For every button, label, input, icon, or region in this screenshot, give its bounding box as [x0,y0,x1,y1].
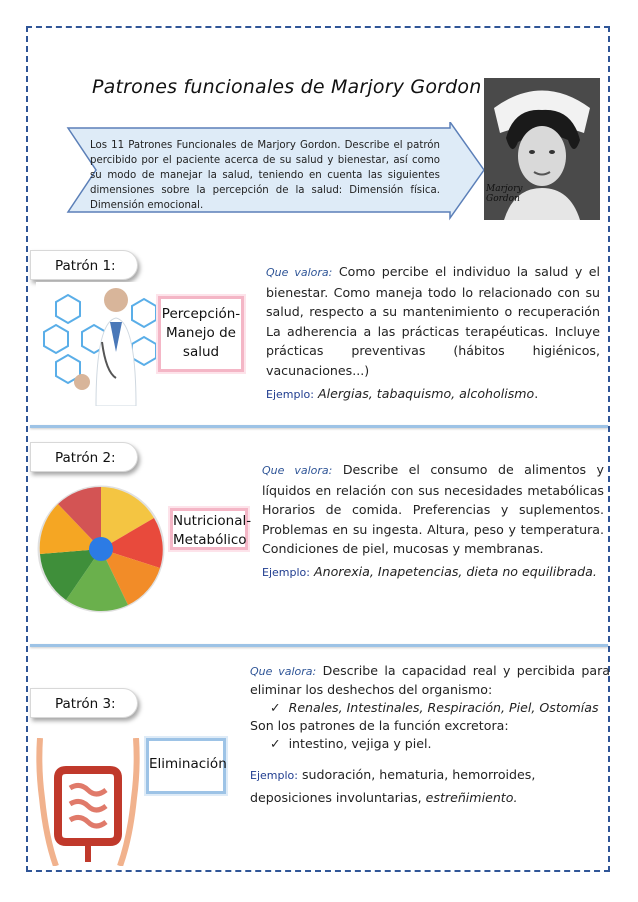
pattern-2-description [262,460,604,559]
pattern-2-lead: Que valora: [262,464,333,477]
doctor-icon [36,282,156,406]
portrait-signature: Marjory Gordon [486,184,523,204]
pattern-2-pill: Patrón 2: [30,442,138,472]
pattern-3-list-1 [250,699,610,717]
pattern-2-name: Nutricional-Metabólico [170,508,248,550]
pattern-3-name: Eliminación [146,738,226,794]
pattern-1-lead: Que valora: [266,266,333,279]
pattern-1-example: Ejemplo: Alergias, tabaquismo, alcoholismo. [266,386,539,401]
pattern-3-example-label: Ejemplo: [250,769,298,782]
pattern-3-lead: Que valora: [250,665,317,678]
pattern-3-text: Describe la capacidad real y percibida para eliminar los deshechos del organismo: [250,663,610,697]
page-title: Patrones funcionales de Marjory Gordon [92,76,482,98]
intro-text: Los 11 Patrones Funcionales de Marjory Gordon. Describe el patrón percibido por el paciente acerca de su salud y bienestar, así como su modo de manejar la salud, teniendo en cuenta las siguientes dimensiones sobre la percepción de la salud: Dimensión física. Dimensión emocional. [90,140,440,211]
pattern-1-description [266,262,600,380]
pattern-3-list-2 [250,735,610,753]
separator-2 [30,644,608,647]
pattern-3-example-text-2: estreñimiento. [425,790,518,805]
pattern-3-description [250,662,610,753]
pattern-1-pill: Patrón 1: [30,250,138,280]
pattern-3-pill: Patrón 3: [30,688,138,718]
food-plate-icon [36,478,166,620]
marjory-gordon-portrait [484,78,600,220]
list-item: ✓ Renales, Intestinales, Respiración, Piel, Ostomías [270,699,610,717]
pattern-1-text: Como percibe el individuo la salud y el bienestar. Como maneja todo lo relacionado con su salud, respecto a su mantenimiento o recuperación La adherencia a las prácticas terapéuticas. Incluye prácticas preventivas (hábitos higiénicos, vacunaciones...) [266,264,600,378]
pattern-1-example-text: Alergias, tabaquismo, alcoholismo [317,386,535,401]
pattern-1-example-label: Ejemplo: [266,388,314,401]
intestine-icon [36,738,140,866]
pattern-1-name: Percepción-Manejo de salud [158,296,244,372]
list-item: ✓ intestino, vejiga y piel. [270,735,610,753]
pattern-3-text-2: Son los patrones de la función excretora: [250,718,509,733]
pattern-3-example-text: sudoración, hematuria, hemorroides, deposiciones involuntarias, [250,767,536,805]
separator-1 [30,425,608,428]
pattern-2-example [262,562,604,583]
pattern-2-example-label: Ejemplo: [262,566,310,579]
pattern-2-text: Describe el consumo de alimentos y líquidos en relación con sus necesidades metabólicas Horarios de comida. Preferencias y suplementos. Problemas en su ingesta. Altura, peso y temperatura. Condiciones de piel, mucosas y membranas. [262,462,604,556]
pattern-2-example-text: Anorexia, Inapetencias, dieta no equilibrada. [313,564,597,579]
pattern-3-example [250,764,610,809]
